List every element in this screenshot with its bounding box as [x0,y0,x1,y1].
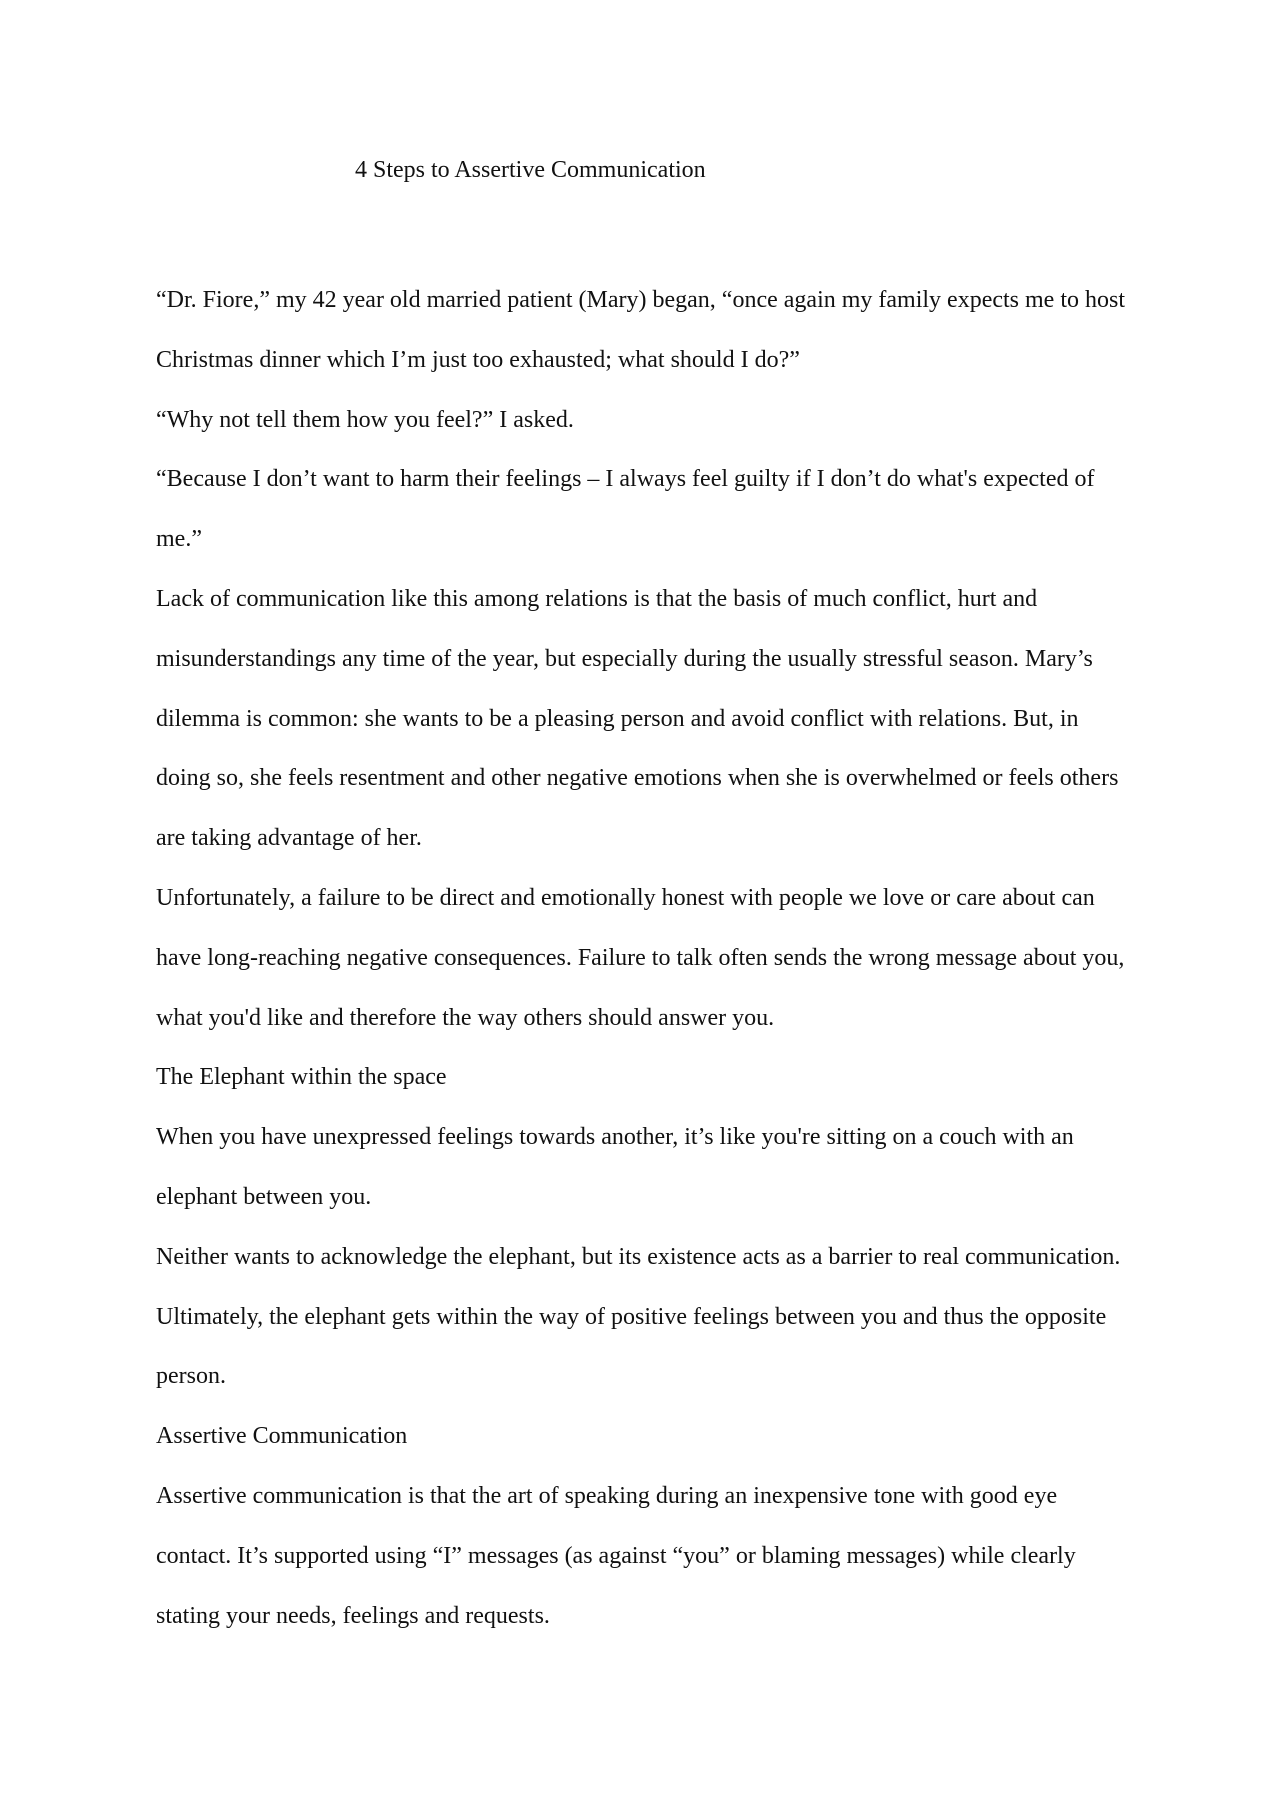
section-heading-assertive-communication: Assertive Communication [156,1423,408,1450]
document-title: 4 Steps to Assertive Communication [355,157,706,183]
paragraph-dr-fiore-quote: “Dr. Fiore,” my 42 year old married patient (Mary) began, “once again my family expects me to host Christmas dinner which I’m just too exhausted; what should I do?” [156,287,1126,373]
paragraph-why-not-tell: “Why not tell them how you feel?” I asked. [156,406,574,433]
paragraph-assertive-definition: Assertive communication is that the art of speaking during an inexpensive tone with good eye contact. It’s supported using “I” messages (as against “you” or blaming messages) while clearly stating your needs, feelings and requests. [156,1482,1076,1629]
section-heading-elephant: The Elephant within the space [156,1064,447,1091]
paragraph-lack-of-communication: Lack of communication like this among relations is that the basis of much conflict, hurt and misunderstandings any time of the year, but especially during the usually stressful season. Mary’s dilemma is common: she wants to be a pleasing person and avoid conflict with relations. But, in doing so, she feels resentment and other negative emotions when she is overwhelmed or feels others are taking advantage of her. [156,585,1119,852]
paragraph-neither-wants: Neither wants to acknowledge the elephant, but its existence acts as a barrier to real communication. Ultimately, the elephant gets within the way of positive feelings between you and thus the opposite person. [156,1243,1121,1390]
document-body [156,271,1136,1646]
paragraph-unfortunately: Unfortunately, a failure to be direct and emotionally honest with people we love or care about can have long-reaching negative consequences. Failure to talk often sends the wrong message about you, what you'd like and therefore the way others should answer you. [156,884,1125,1031]
paragraph-unexpressed-feelings: When you have unexpressed feelings towards another, it’s like you're sitting on a couch with an elephant between you. [156,1124,1074,1210]
paragraph-because-quote: “Because I don’t want to harm their feelings – I always feel guilty if I don’t do what's expected of me.” [156,466,1095,553]
